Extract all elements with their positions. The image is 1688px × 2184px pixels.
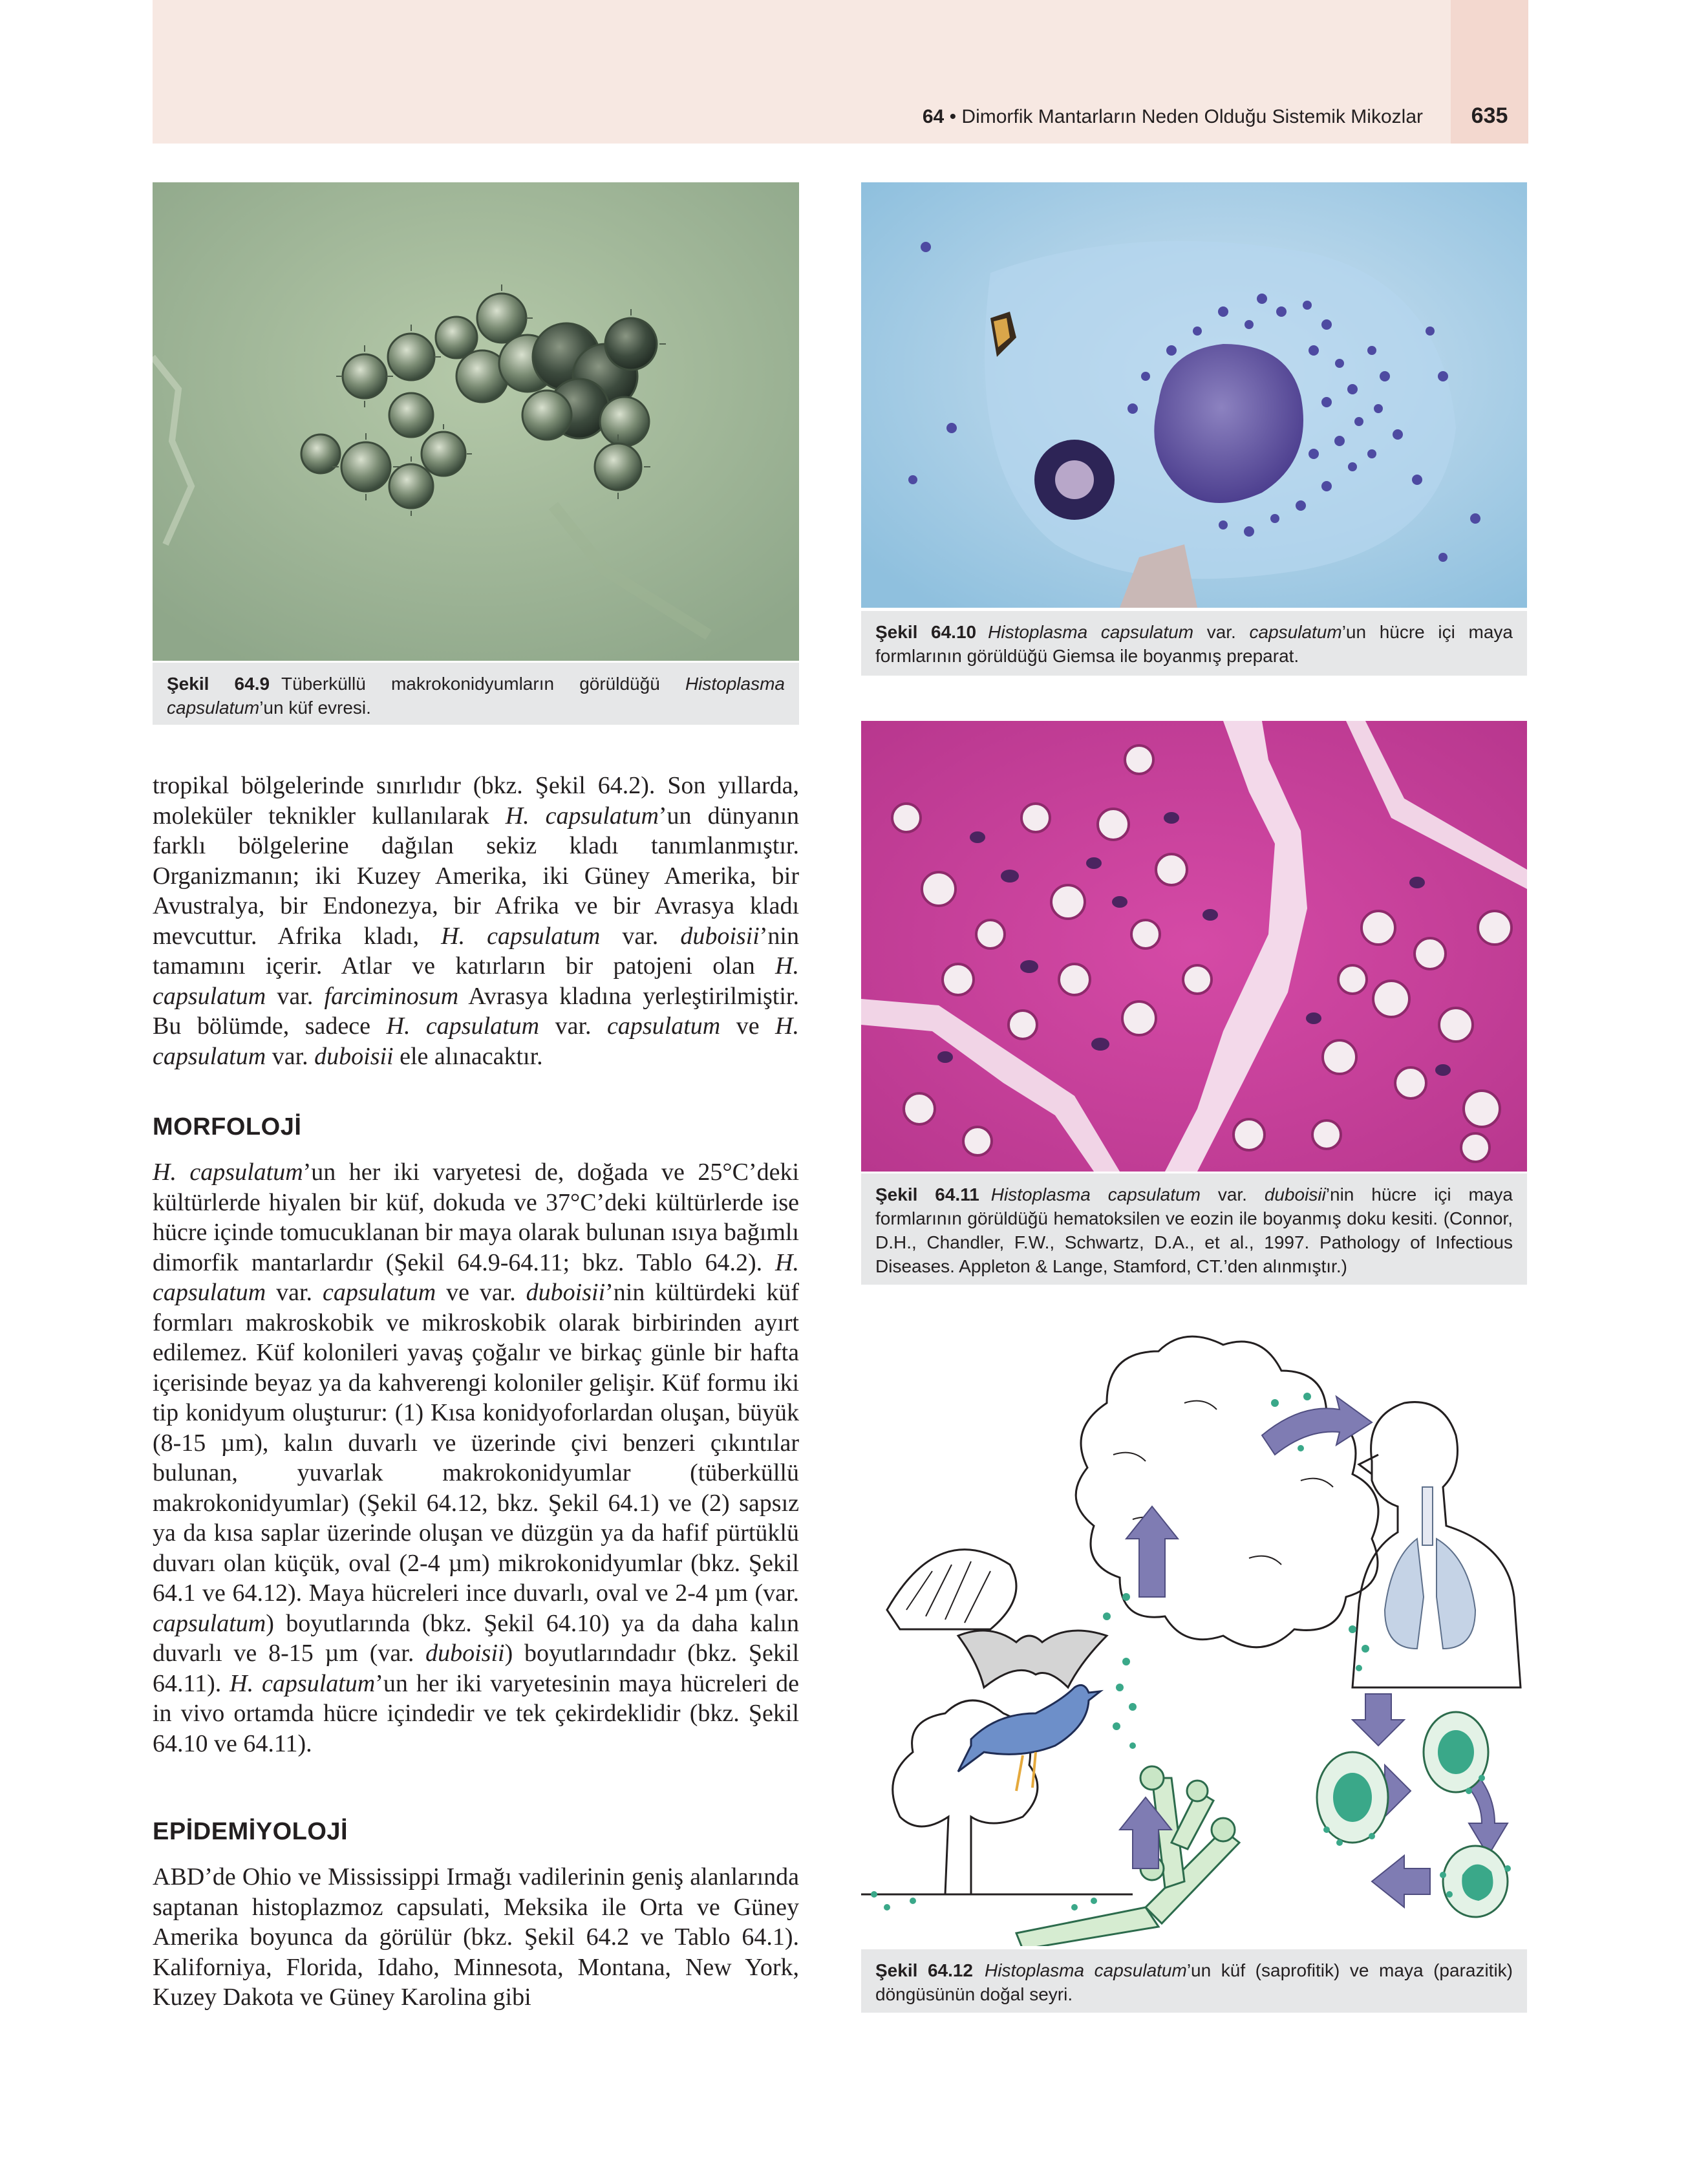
caption-text: ’nin hücre içi maya formlarının görüldüğü hematoksilen ve eozin ile boyanmış doku kesiti.	[875, 1184, 1513, 1228]
caption-text: ’un küf evresi.	[259, 698, 371, 718]
italic: farciminosum	[324, 982, 459, 1010]
epidemiyoloji-paragraph	[153, 1862, 799, 2013]
figure-64-12-label: Şekil 64.12	[875, 1960, 974, 1980]
text: ) boyutlarında (bkz. Şekil 64.10) ya da daha kalın duvarlı ve 8-15 µm (var.	[153, 1609, 799, 1667]
heading-morfoloji: MORFOLOJİ	[153, 1113, 302, 1140]
figure-64-9-micrograph	[153, 182, 799, 661]
figure-64-11-micrograph	[861, 721, 1527, 1172]
intro-paragraph	[153, 771, 799, 1071]
caption-italic: Histoplasma capsulatum	[990, 1184, 1201, 1204]
text: ele alınacaktır.	[393, 1042, 543, 1070]
italic: H. capsulatum	[230, 1669, 376, 1697]
caption-italic: duboisii	[1264, 1184, 1326, 1204]
caption-italic: capsulatum	[1249, 622, 1342, 642]
text: var.	[266, 1042, 315, 1070]
text: var.	[600, 922, 681, 950]
figure-64-12-illustration	[861, 1325, 1527, 1946]
italic: H. capsulatum	[505, 802, 659, 830]
italic: capsulatum	[607, 1012, 721, 1040]
italic: duboisii	[526, 1279, 606, 1306]
italic: H. capsulatum	[441, 922, 601, 950]
morfoloji-paragraph	[153, 1157, 799, 1759]
caption-text: ’un hücre içi maya formlarının görüldüğü Giemsa ile boyanmış preparat.	[875, 622, 1513, 666]
figure-64-12-caption	[861, 1949, 1527, 2013]
text: var.	[266, 982, 325, 1010]
text: var.	[266, 1279, 323, 1306]
text: ’nin tamamını içerir. Atlar ve katırların bir patojeni olan	[153, 922, 799, 980]
figure-64-9-caption	[153, 663, 799, 725]
italic: capsulatum	[322, 1279, 436, 1306]
header-bullet: •	[949, 106, 957, 127]
caption-text: Tüberküllü makrokonidyumların görüldüğü	[281, 674, 685, 694]
figure-64-9-label: Şekil 64.9	[167, 674, 270, 694]
italic: H. capsulatum	[153, 952, 799, 1010]
page-number: 635	[1471, 103, 1508, 128]
text: ABD’de Ohio ve Mississippi Irmağı vadilerinin geniş alanlarında saptanan histoplazmoz capsulati, Meksika ile Orta ve Güney Amerika boyunca da görülür (bkz. Şekil 64.2 ve Tablo 64.1). Kaliforniya, Florida, Idaho, Minnesota, Montana, New York, Kuzey Dakota ve Güney Karolina gibi	[153, 1863, 799, 2011]
figure-64-11-credit: (Connor, D.H., Chandler, F.W., Schwartz, D.A., et al., 1997. Pathology of Infectious Diseases. Appleton & Lange, Stamford, CT.’den alınmıştır.)	[875, 1208, 1513, 1276]
chapter-title: Dimorfik Mantarların Neden Olduğu Sistemik Mikozlar	[961, 106, 1423, 127]
figure-64-10-micrograph	[861, 182, 1527, 608]
text: ve var.	[436, 1279, 526, 1306]
italic: H. capsulatum	[153, 1248, 799, 1306]
italic: H. capsulatum	[153, 1159, 303, 1186]
heading-epidemiyoloji: EPİDEMİYOLOJİ	[153, 1818, 348, 1845]
italic: duboisii	[314, 1042, 394, 1070]
chapter-number: 64	[922, 106, 945, 127]
text: tropikal bölgelerinde sınırlıdır (bkz. Şekil 64.2). Son yıllarda, moleküler teknikler kullanılarak	[153, 772, 799, 830]
caption-text: ’un küf (saprofitik) ve maya (parazitik) döngüsünün doğal seyri.	[875, 1960, 1513, 2004]
caption-italic: Histoplasma capsulatum	[985, 1960, 1187, 1980]
text: var.	[539, 1012, 607, 1040]
figure-64-10-caption	[861, 611, 1527, 676]
italic: H. capsulatum	[153, 1012, 799, 1070]
figure-64-10-label: Şekil 64.10	[875, 622, 977, 642]
figure-64-11-caption	[861, 1173, 1527, 1285]
text: ’un her iki varyetesinin maya hücreleri de in vivo ortamda hücre içindedir ve tek çekirdeklidir (bkz. Şekil 64.10 ve 64.11).	[153, 1669, 800, 1757]
caption-italic: Histoplasma capsulatum	[167, 674, 785, 718]
caption-text: var.	[1193, 622, 1250, 642]
caption-text: var.	[1200, 1184, 1265, 1204]
text: ’nin kültürdeki küf formları makroskobik ve mikroskobik olarak birbirinden ayırt edilemez. Küf kolonileri yavaş çoğalır ve birkaç günle bir hafta içerisinde beyaz ya da kahverengi koloniler gelişir. Küf formu iki tip konidyum oluşturur: (1) Kısa konidyoforlardan oluşan, büyük (8-15 µm), kalın duvarlı ve üzerinde çivi benzeri çıkıntılar bulunan, yuvarlak makrokonidyumlar (tüberküllü makrokonidyumlar) (Şekil 64.12, bkz. Şekil 64.1) ve (2) sapsız ya da kısa saplar üzerinde oluşan ve düzgün ya da hafif pürtüklü duvarı olan küçük, oval (2-4 µm) mikrokonidyumlar (bkz. Şekil 64.1 ve 64.12). Maya hücreleri ince duvarlı, oval ve 2-4 µm (var.	[153, 1279, 799, 1607]
text: ’un her iki varyetesi de, doğada ve 25°C’deki kültürlerde hiyalen bir küf, dokuda ve 37°C’deki kültürlerde ise hücre içinde tomucuklanan bir maya olarak bulunan ısıya bağımlı dimorfik mantarlardır (Şekil 64.9-64.11; bkz. Tablo 64.2).	[153, 1159, 800, 1276]
italic: duboisii	[425, 1640, 505, 1667]
italic: duboisii	[680, 922, 760, 950]
text: Avrasya kladına yerleştirilmiştir. Bu bölümde, sadece	[153, 982, 799, 1040]
text: ) boyutlarındadır (bkz. Şekil 64.11).	[153, 1640, 800, 1697]
caption-italic: Histoplasma capsulatum	[988, 622, 1194, 642]
italic: H. capsulatum	[386, 1012, 540, 1040]
italic: capsulatum	[153, 1609, 266, 1637]
figure-64-11-label: Şekil 64.11	[875, 1184, 979, 1204]
text: ’un dünyanın farklı bölgelerine dağılan sekiz kladı tanımlanmıştır. Organizmanın; iki Kuzey Amerika, iki Güney Amerika, bir Avustralya, bir Endonezya, bir Afrika ve bir Avrasya kladı mevcuttur. Afrika kladı,	[153, 802, 799, 950]
running-head	[923, 106, 1423, 128]
text: ve	[720, 1012, 776, 1040]
